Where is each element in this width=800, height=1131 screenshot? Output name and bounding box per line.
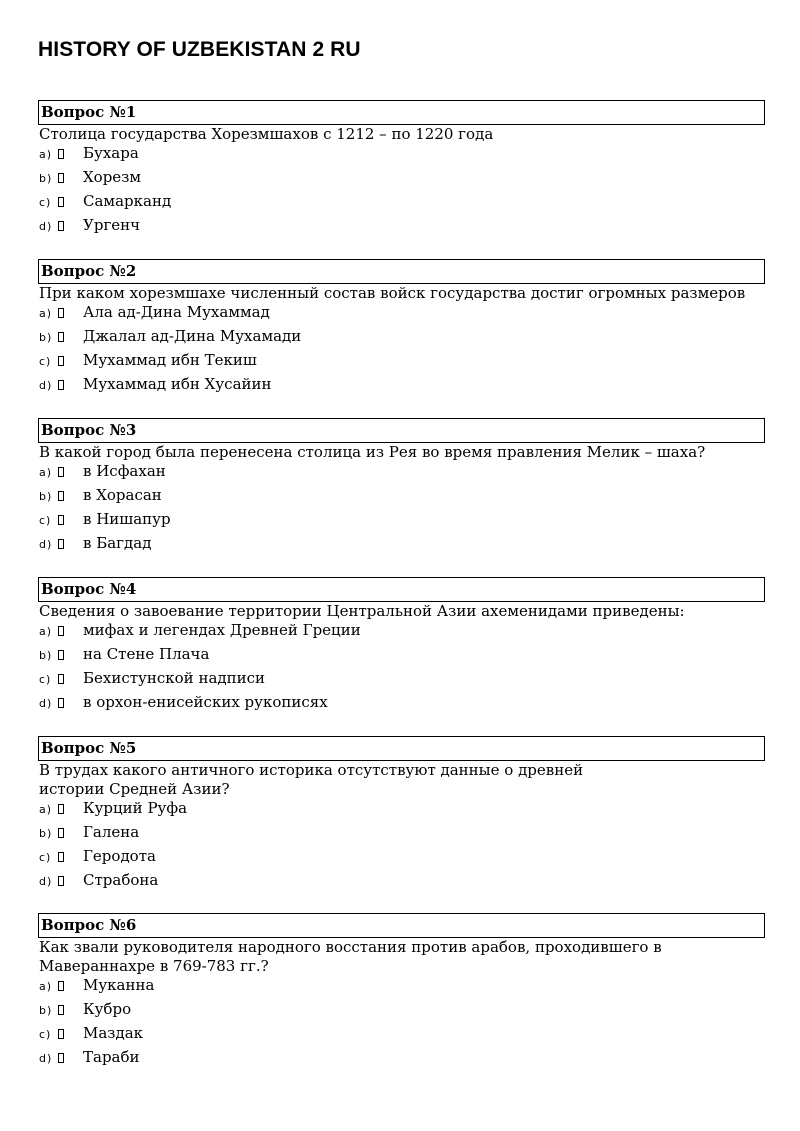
checkbox-icon[interactable]	[58, 698, 64, 708]
checkbox-icon[interactable]	[58, 1005, 64, 1015]
answer-option-d[interactable]	[38, 534, 765, 558]
question-text: При каком хорезмшахе численный состав войск государства достиг огромных размеров	[39, 284, 746, 302]
answer-option-b[interactable]	[38, 327, 765, 351]
answer-letter: c)	[39, 1028, 52, 1041]
answer-option-d[interactable]	[38, 871, 765, 895]
answer-option-a[interactable]	[38, 976, 765, 1000]
checkbox-icon[interactable]	[58, 221, 64, 231]
answer-text: Кубро	[83, 1000, 132, 1018]
answer-option-c[interactable]	[38, 351, 765, 375]
answer-text: Ала ад-Дина Мухаммад	[83, 303, 270, 321]
question-text: Столица государства Хорезмшахов с 1212 – по 1220 года	[39, 125, 494, 143]
answer-letter: d)	[39, 1052, 53, 1065]
answer-text: Страбона	[83, 871, 159, 889]
question-text-line: Как звали руководителя народного восстания против арабов, проходившего в	[39, 938, 662, 956]
answer-option-c[interactable]	[38, 510, 765, 534]
checkbox-icon[interactable]	[58, 173, 64, 183]
question-5	[38, 736, 765, 895]
answer-letter: c)	[39, 673, 52, 686]
checkbox-icon[interactable]	[58, 626, 64, 636]
answer-letter: d)	[39, 875, 53, 888]
answer-letter: a)	[39, 148, 53, 161]
checkbox-icon[interactable]	[58, 491, 64, 501]
checkbox-icon[interactable]	[58, 876, 64, 886]
answer-option-c[interactable]	[38, 1024, 765, 1048]
question-text-line: В трудах какого античного историка отсутствуют данные о древней	[39, 761, 584, 779]
answer-list	[38, 621, 765, 717]
checkbox-icon[interactable]	[58, 828, 64, 838]
question-3	[38, 418, 765, 558]
answer-option-a[interactable]	[38, 799, 765, 823]
answer-text: Ургенч	[83, 216, 141, 234]
answer-option-d[interactable]	[38, 693, 765, 717]
question-text	[38, 938, 765, 976]
answer-letter: a)	[39, 466, 53, 479]
checkbox-icon[interactable]	[58, 197, 64, 207]
answer-option-c[interactable]	[38, 669, 765, 693]
answer-letter: b)	[39, 1004, 53, 1017]
question-header: Вопрос №2	[38, 259, 765, 284]
question-1	[38, 100, 765, 240]
document-title: HISTORY OF UZBEKISTAN 2 RU	[38, 38, 361, 61]
answer-option-a[interactable]	[38, 462, 765, 486]
answer-text: в Исфахан	[83, 462, 166, 480]
answer-option-d[interactable]	[38, 375, 765, 399]
question-4	[38, 577, 765, 717]
answer-letter: c)	[39, 196, 52, 209]
question-header: Вопрос №4	[38, 577, 765, 602]
answer-option-a[interactable]	[38, 144, 765, 168]
answer-text: Мухаммад ибн Текиш	[83, 351, 257, 369]
answer-text: в Хорасан	[83, 486, 162, 504]
checkbox-icon[interactable]	[58, 515, 64, 525]
checkbox-icon[interactable]	[58, 1029, 64, 1039]
answer-option-b[interactable]	[38, 645, 765, 669]
question-text-line: Мавераннахре в 769-783 гг.?	[39, 957, 269, 975]
checkbox-icon[interactable]	[58, 332, 64, 342]
answer-option-b[interactable]	[38, 1000, 765, 1024]
answer-text: Геродота	[83, 847, 156, 865]
checkbox-icon[interactable]	[58, 356, 64, 366]
answer-letter: c)	[39, 851, 52, 864]
answer-text: в орхон-енисейских рукописях	[83, 693, 328, 711]
answer-text: Мухаммад ибн Хусайин	[83, 375, 272, 393]
answer-option-c[interactable]	[38, 192, 765, 216]
question-header: Вопрос №3	[38, 418, 765, 443]
checkbox-icon[interactable]	[58, 804, 64, 814]
checkbox-icon[interactable]	[58, 467, 64, 477]
answer-text: Тараби	[83, 1048, 140, 1066]
answer-option-d[interactable]	[38, 1048, 765, 1072]
answer-list	[38, 462, 765, 558]
answer-option-b[interactable]	[38, 823, 765, 847]
checkbox-icon[interactable]	[58, 650, 64, 660]
answer-letter: b)	[39, 331, 53, 344]
checkbox-icon[interactable]	[58, 380, 64, 390]
question-header: Вопрос №6	[38, 913, 765, 938]
answer-option-a[interactable]	[38, 621, 765, 645]
question-header: Вопрос №1	[38, 100, 765, 125]
checkbox-icon[interactable]	[58, 674, 64, 684]
question-text-line: истории Средней Азии?	[39, 780, 230, 798]
answer-list	[38, 799, 765, 895]
question-text: В какой город была перенесена столица из Рея во время правления Мелик – шаха?	[39, 443, 706, 461]
answer-text: Галена	[83, 823, 140, 841]
answer-text: Курций Руфа	[83, 799, 188, 817]
answer-option-c[interactable]	[38, 847, 765, 871]
question-2	[38, 259, 765, 399]
answer-letter: b)	[39, 827, 53, 840]
answer-letter: c)	[39, 355, 52, 368]
answer-letter: b)	[39, 649, 53, 662]
answer-list	[38, 144, 765, 240]
answer-text: Бехистунской надписи	[83, 669, 266, 687]
answer-letter: a)	[39, 625, 53, 638]
answer-text: Муканна	[83, 976, 155, 994]
answer-letter: d)	[39, 697, 53, 710]
answer-letter: b)	[39, 172, 53, 185]
answer-letter: d)	[39, 379, 53, 392]
answer-letter: a)	[39, 980, 53, 993]
question-text: Сведения о завоевание территории Центральной Азии ахеменидами приведены:	[39, 602, 685, 620]
answer-letter: a)	[39, 803, 53, 816]
question-header: Вопрос №5	[38, 736, 765, 761]
answer-list	[38, 976, 765, 1072]
answer-text: Джалал ад-Дина Мухамади	[83, 327, 302, 345]
answer-letter: d)	[39, 220, 53, 233]
answer-letter: d)	[39, 538, 53, 551]
answer-text: мифах и легендах Древней Греции	[83, 621, 361, 639]
answer-text: на Стене Плача	[83, 645, 210, 663]
answer-text: Самарканд	[83, 192, 172, 210]
answer-letter: c)	[39, 514, 52, 527]
question-text	[38, 761, 765, 799]
answer-text: Маздак	[83, 1024, 144, 1042]
question-6	[38, 913, 765, 1072]
checkbox-icon[interactable]	[58, 1053, 64, 1063]
answer-text: Бухара	[83, 144, 139, 162]
checkbox-icon[interactable]	[58, 852, 64, 862]
checkbox-icon[interactable]	[58, 539, 64, 549]
answer-option-a[interactable]	[38, 303, 765, 327]
checkbox-icon[interactable]	[58, 981, 64, 991]
answer-option-b[interactable]	[38, 168, 765, 192]
answer-option-b[interactable]	[38, 486, 765, 510]
answer-text: в Багдад	[83, 534, 152, 552]
checkbox-icon[interactable]	[58, 149, 64, 159]
answer-option-d[interactable]	[38, 216, 765, 240]
answer-letter: a)	[39, 307, 53, 320]
answer-text: в Нишапур	[83, 510, 171, 528]
answer-letter: b)	[39, 490, 53, 503]
answer-list	[38, 303, 765, 399]
checkbox-icon[interactable]	[58, 308, 64, 318]
answer-text: Хорезм	[83, 168, 142, 186]
